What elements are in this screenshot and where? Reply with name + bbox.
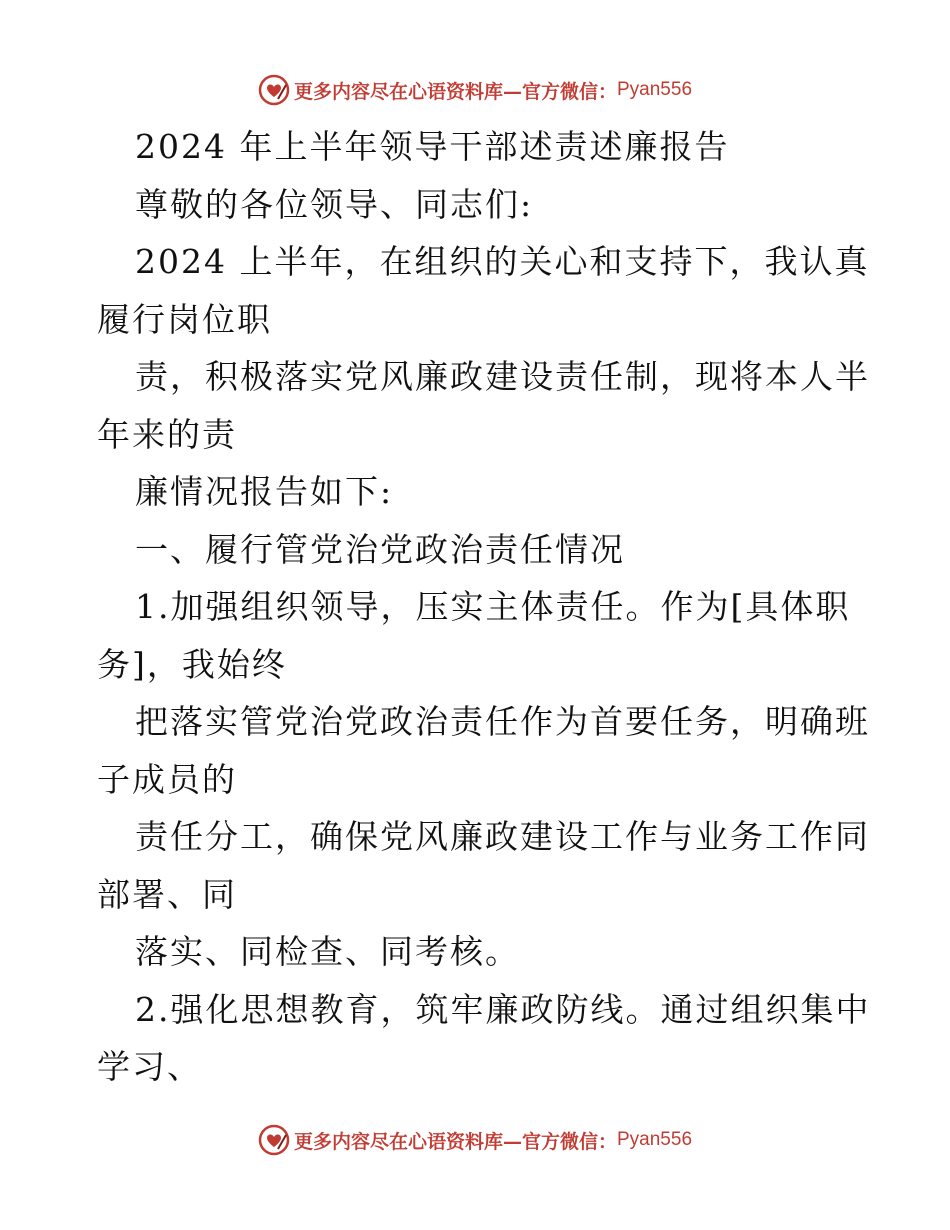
footer-watermark: [0, 1120, 950, 1160]
watermark-text: 更多内容尽在心语资料库—官方微信：: [293, 80, 617, 103]
paragraph-line: 把落实管党治党政治责任作为首要任务，明确班: [135, 702, 870, 741]
paragraph-line: 年来的责: [97, 414, 237, 454]
paragraph-line: 落实、同检查、同考核。: [135, 932, 520, 971]
section-heading: 一、履行管党治党政治责任情况: [135, 529, 625, 569]
paragraph-line: 2024 上半年，在组织的关心和支持下，我认真: [135, 242, 870, 281]
heart-pen-logo-icon: [258, 74, 290, 106]
paragraph-line: 责，积极落实党风廉政建设责任制，现将本人半: [135, 357, 870, 396]
paragraph-line: 履行岗位职: [97, 299, 272, 339]
watermark-text: 更多内容尽在心语资料库—官方微信：: [293, 1130, 617, 1153]
paragraph-line: 务]，我始终: [97, 644, 287, 684]
paragraph-line: 责任分工，确保党风廉政建设工作与业务工作同: [135, 817, 870, 856]
paragraph-line: 1.加强组织领导，压实主体责任。作为[具体职: [135, 587, 851, 626]
paragraph-line: 廉情况报告如下:: [135, 472, 394, 511]
document-body: [97, 118, 871, 1096]
paragraph-line: 部署、同: [97, 874, 237, 914]
salutation: 尊敬的各位领导、同志们:: [135, 184, 534, 224]
paragraph-line: 学习、: [97, 1047, 202, 1086]
watermark-wechat-id: Pyan556: [617, 1129, 693, 1150]
header-watermark: [0, 70, 950, 110]
heart-pen-logo-icon: [258, 1124, 290, 1156]
paragraph-line: 2.强化思想教育，筑牢廉政防线。通过组织集中: [135, 989, 871, 1029]
watermark-wechat-id: Pyan556: [617, 79, 693, 100]
document-title: 2024 年上半年领导干部述责述廉报告: [135, 127, 730, 166]
paragraph-line: 子成员的: [97, 759, 237, 799]
